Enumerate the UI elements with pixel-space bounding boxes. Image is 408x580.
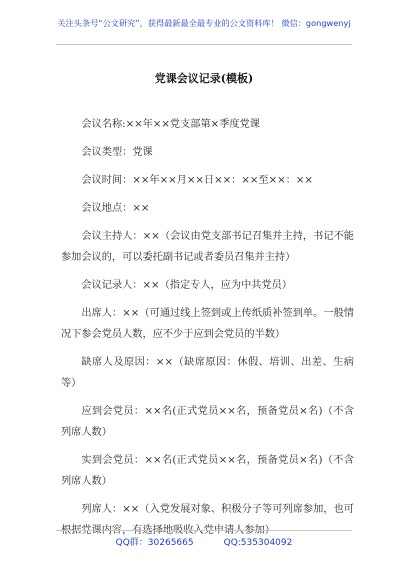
qq-text: QQ:535304092 [223,538,293,548]
actual-members: 实到会党员：××名(正式党员××名，预备党员×名)（不含列席人数） [61,455,354,487]
footer-divider [56,530,352,531]
observers: 列席人：××（入党发展对象、积极分子等可列席参加，也可根据党课内容，有选择地吸收入党申请人参加） [61,504,354,536]
meeting-type: 会议类型：党课 [81,147,153,158]
meeting-host: 会议主持人：××（会议由党支部书记召集并主持，书记不能参加会议的，可以委托副书记或者委员召集并主持） [61,231,354,263]
header-divider [56,44,352,45]
footer [0,535,408,548]
meeting-location: 会议地点：×× [81,203,150,214]
meeting-recorder: 会议记录人：××（指定专人，应为中共党员） [81,280,293,291]
absentees: 缺席人及原因：××（缺席原因：休假、培训、出差、生病等） [61,357,354,389]
meeting-name: 会议名称:××年××党支部第×季度党课 [81,119,260,130]
meeting-time: 会议时间：××年××月××日××：××至××：×× [81,175,313,186]
attendees: 出席人：××（可通过线上签到或上传纸质补签到单。一般情况下参会党员人数，应不少于应到会党员的半数） [61,308,354,340]
expected-members: 应到会党员：××名(正式党员××名，预备党员×名)（不含列席人数） [61,406,354,438]
document-body [61,114,354,548]
qq-group-text: QQ群：30265665 [115,538,194,548]
document-title: 党课会议记录(模板) [154,72,254,85]
header-note: 关注头条号“公文研究”，获得最新最全最专业的公文资料库！ 微信：gongwenyj [57,18,351,28]
